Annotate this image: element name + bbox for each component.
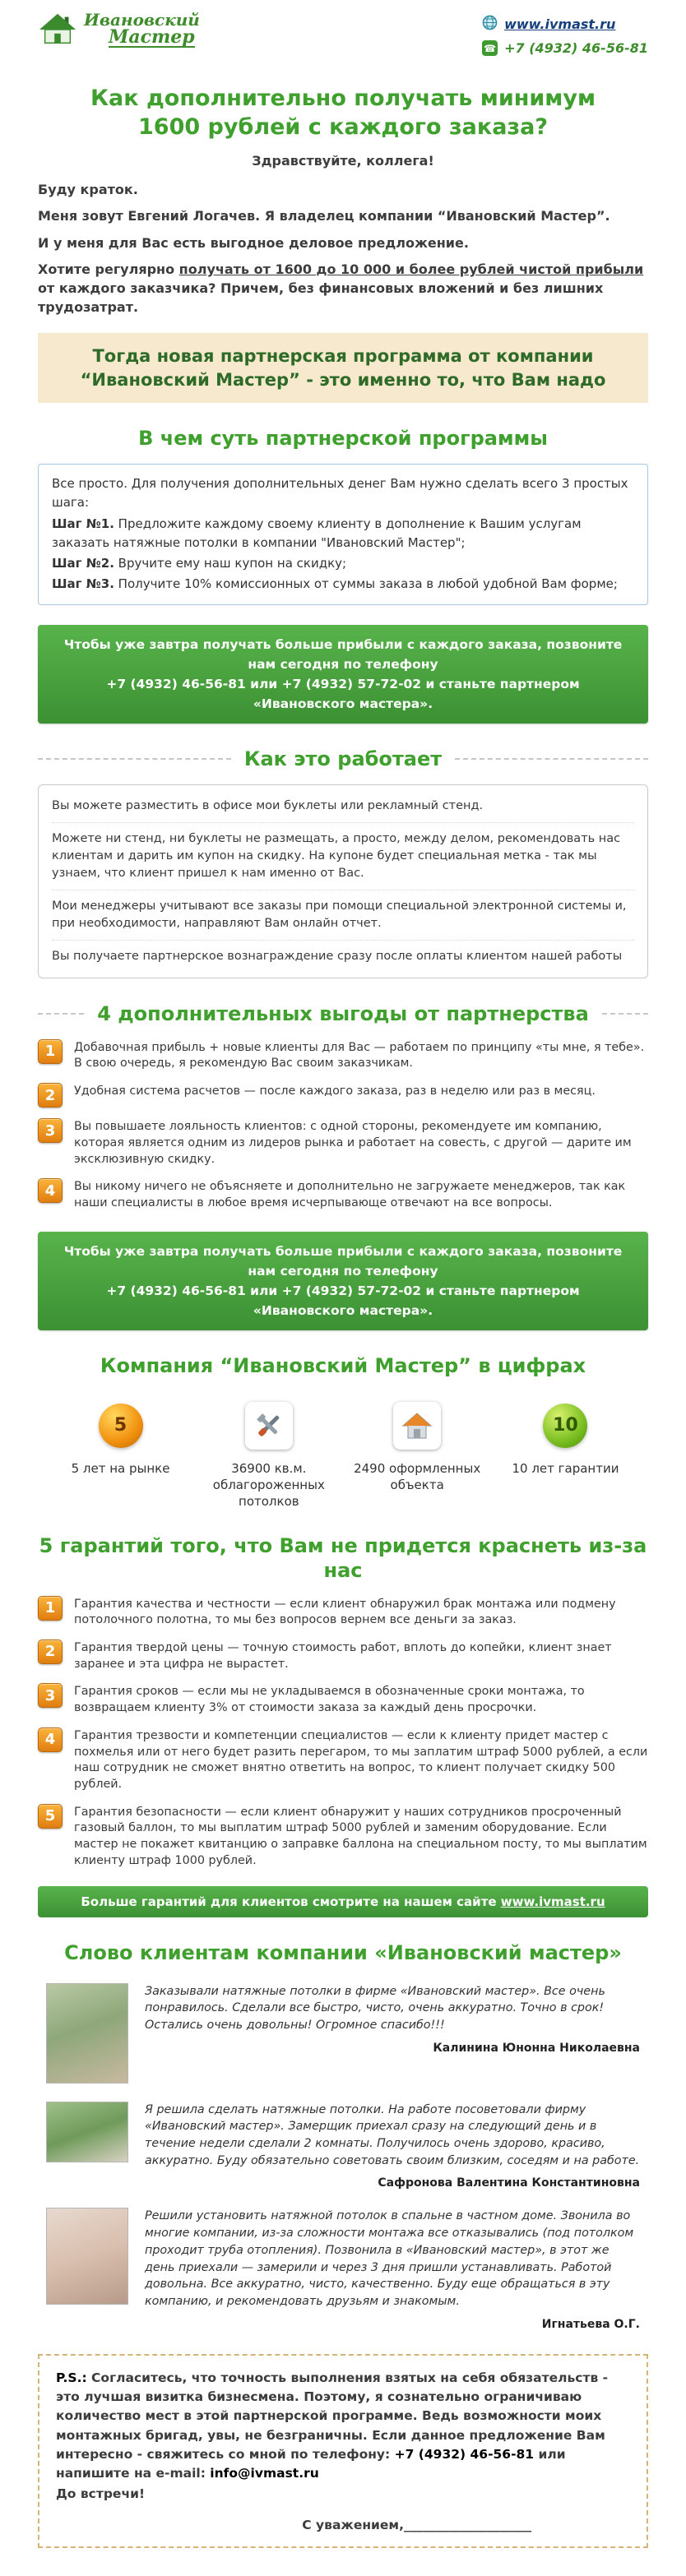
stat-warranty — [498, 1396, 633, 1510]
step-text: Получите 10% комиссионных от суммы заказа в любой удобной Вам форме; — [114, 576, 618, 592]
stat-caption: 2490 оформленных объекта — [354, 1460, 481, 1493]
guarantee-text: Гарантия трезвости и компетенции специалистов — если к клиенту придет мастер с похмелья или от него будет разить перегаром, то мы заплатим штраф 5000 рублей, а если наш сотрудник не сможет внятно ответить на вопрос, то клиент получает скидку 500 рублей. — [74, 1728, 648, 1791]
benefit-text: Вы никому ничего не объясняете и дополнительно не загружаете менеджеров, так как наши специалисты в любое время исчерпывающе отвечают на все вопросы. — [74, 1180, 626, 1209]
guarantee-text: Гарантия качества и честности — если клиент обнаружил брак монтажа или подмену потолочного полотна, то мы без вопросов вернем все деньги за заказ. — [74, 1597, 616, 1627]
how-it-works-paragraph-3: Мои менеджеры учитывают все заказы при помощи специальной электронной системы и, при необходимости, направляют Вам онлайн отчет. — [52, 890, 634, 941]
globe-icon — [482, 15, 498, 34]
steps-box — [38, 464, 648, 605]
number-badge: 3 — [38, 1118, 63, 1143]
step-label: Шаг №1. — [52, 516, 114, 531]
section-heading-numbers: Компания “Ивановский Мастер” в цифрах — [100, 1353, 586, 1377]
ps-box — [38, 2354, 648, 2548]
number-badge: 1 — [38, 1596, 63, 1621]
intro-paragraph-1: Буду краток. — [38, 182, 138, 198]
section-heading-benefits — [38, 1001, 648, 1026]
ps-text — [56, 2369, 630, 2484]
testimonial-author: Калинина Юнонна Николаевна — [433, 2041, 640, 2055]
guarantee-item-5 — [38, 1804, 648, 1870]
how-it-works-paragraph-4: Вы получаете партнерское вознаграждение сразу после оплаты клиентом нашей работы — [52, 949, 623, 963]
testimonial-photo — [46, 2102, 128, 2162]
guarantee-text: Гарантия твердой цены — точную стоимость работ, вплоть до копейки, клиент знает заранее и эта цифра не вырастет. — [74, 1640, 612, 1671]
greeting: Здравствуйте, коллега! — [252, 153, 434, 169]
intro-p4-post: от каждого заказчика? Причем, без финансовых вложений и без лишних трудозатрат. — [38, 280, 604, 316]
intro-block — [0, 180, 686, 317]
benefit-item-2 — [38, 1083, 648, 1108]
cta-line-2: +7 (4932) 46-56-81 или +7 (4932) 57-72-02 и станьте партнером «Ивановского мастера». — [106, 1283, 580, 1318]
testimonial-author: Игнатьева О.Г. — [541, 2317, 640, 2331]
stat-objects — [350, 1396, 485, 1510]
steps-intro: Все просто. Для получения дополнительных денег Вам нужно сделать всего 3 простых шага: — [52, 476, 628, 511]
number-badge: 4 — [38, 1178, 63, 1203]
ps-phone: +7 (4932) 46-56-81 — [394, 2446, 535, 2462]
stat-years-on-market — [53, 1396, 188, 1510]
cta-banner-1 — [38, 625, 648, 724]
site-banner-link[interactable]: www.ivmast.ru — [500, 1894, 605, 1909]
guarantee-text: Гарантия сроков — если мы не укладываемся в обозначенные сроки монтажа, то возвращаем клиенту 3% от стоимости заказа за каждый день просрочки. — [74, 1685, 585, 1715]
number-badge: 2 — [38, 1639, 63, 1664]
guarantee-item-1 — [38, 1596, 648, 1629]
section-heading-guarantees: 5 гарантий того, что Вам не придется краснеть из-за нас — [39, 1533, 647, 1582]
website-row — [482, 15, 648, 34]
testimonial-author: Сафронова Валентина Константиновна — [378, 2176, 640, 2190]
step-label: Шаг №3. — [52, 576, 114, 592]
intro-paragraph-4 — [38, 260, 648, 317]
how-it-works-paragraph-1: Вы можете разместить в офисе мои буклеты или рекламный стенд. — [52, 790, 634, 823]
tools-icon — [245, 1402, 293, 1450]
step-text: Вручите ему наш купон на скидку; — [114, 556, 347, 571]
intro-paragraph-2: Меня зовут Евгений Логачев. Я владелец компании “Ивановский Мастер”. — [38, 208, 610, 224]
step-label: Шаг №2. — [52, 556, 114, 571]
stat-caption: 10 лет гарантии — [512, 1460, 619, 1476]
logo-text — [84, 12, 200, 48]
benefit-item-3 — [38, 1118, 648, 1168]
stat-caption: 36900 кв.м. облагороженных потолков — [212, 1460, 325, 1510]
logo-line2: Мастер — [109, 26, 195, 48]
how-it-works-heading-text: Как это работает — [243, 747, 443, 770]
intro-p4-pre: Хотите регулярно — [38, 261, 179, 277]
benefit-text: Удобная система расчетов — после каждого заказа, раз в неделю или раз в месяц. — [74, 1085, 596, 1098]
ps-body: Согласитесь, что точность выполнения взятых на себя обязательств - это лучшая визитка бизнесмена. Поэтому, я сознательно ограничиваю количество мест в этой партнерской программе. Ведь возможности моих монтажных бригад, увы, не безграничны. Если данное предложение Вам интересно - свяжитесь со мной по телефону: — [56, 2370, 609, 2462]
ps-label: P.S.: — [56, 2370, 87, 2385]
benefit-text: Вы повышаете лояльность клиентов: с одной стороны, рекомендуете им компанию, которая является одним из лидеров рынка и работает на совесть, с другой — дарите им эксклюзивную скидку. — [74, 1120, 632, 1166]
header — [0, 0, 686, 62]
step-item-1 — [52, 515, 634, 553]
testimonial-photo — [46, 1983, 128, 2083]
guarantee-item-4 — [38, 1727, 648, 1793]
intro-paragraph-3: И у меня для Вас есть выгодное деловое предложение. — [38, 234, 469, 251]
guarantee-text: Гарантия безопасности — если клиент обнаружит у наших сотрудников просроченный газовый баллон, то мы выплатим штраф 5000 рублей и заменим оборудование. Если мастер не покажет квитанцию о заправке баллона на специальном посту, то мы выплатим клиенту штраф 1000 рублей. — [74, 1805, 647, 1867]
how-it-works-box — [38, 784, 648, 978]
testimonial-text: Решили установить натяжной потолок в спальне в частном доме. Звонила во многие компании, из-за сложности монтажа все отказывались (под потолком проходит труба отопления). Позвонила в «Ивановский мастер», в этот же день приехали — замерили и через 3 дня пришли устанавливать. Работой довольна. Все аккуратно, чисто, качественно. Буду еще обращаться в эту компанию, и рекомендовать друзьям и знакомым. — [145, 2209, 634, 2309]
testimonial-text: Заказывали натяжные потолки в фирме «Ивановский мастер». Все очень понравилось. Сделали все быстро, чисто, очень аккуратно. Точно в срок! Остались очень довольны! Огромное спасибо!!! — [145, 1984, 605, 2033]
website-link[interactable]: www.ivmast.ru — [504, 16, 616, 32]
testimonial-photo — [46, 2208, 128, 2305]
intro-p4-underlined: получать от 1600 до 10 000 и более рублей чистой прибыли — [178, 261, 644, 277]
testimonial-item-2 — [46, 2102, 640, 2190]
step-text: Предложите каждому своему клиенту в дополнение к Вашим услугам заказать натяжные потолки в компании "Ивановский Мастер"; — [52, 516, 582, 550]
stat-caption: 5 лет на рынке — [71, 1460, 170, 1476]
warranty-badge-icon: 10 — [543, 1404, 587, 1448]
ps-farewell: До встречи! — [56, 2486, 146, 2502]
section-heading-how-it-works — [38, 747, 648, 771]
header-contacts — [482, 12, 648, 62]
number-badge: 2 — [38, 1083, 63, 1108]
ps-mid: или напишите на e-mail: — [56, 2446, 566, 2481]
benefit-item-4 — [38, 1178, 648, 1211]
ps-email[interactable]: info@ivmast.ru — [210, 2466, 319, 2481]
guarantee-item-2 — [38, 1639, 648, 1672]
benefits-heading-text: 4 дополнительных выгоды от партнерства — [97, 1001, 589, 1025]
stat-square-meters — [201, 1396, 336, 1510]
step-item-2 — [52, 554, 634, 573]
cta-banner-2 — [38, 1232, 648, 1330]
testimonial-text: Я решила сделать натяжные потолки. На работе посоветовали фирму «Ивановский мастер». Замерщик приехал сразу на следующий день и в течение недели сделали 2 комнаты. Получилось очень здорово, красиво, аккуратно. Буду обязательно советовать своим близким, соседям и на работе. — [145, 2102, 640, 2167]
section-heading-essence: В чем суть партнерской программы — [138, 427, 548, 450]
number-badge: 3 — [38, 1683, 63, 1708]
company-logo — [38, 12, 200, 49]
how-it-works-paragraph-2: Можете ни стенд, ни буклеты не размещать, а просто, между делом, рекомендовать нас клиентам и дарить им купон на скидку. На купоне будет специальная метка - так мы узнаем, что клиент пришел к нам именно от Вас. — [52, 823, 634, 890]
site-banner — [38, 1886, 648, 1917]
phone-row — [482, 40, 648, 56]
guarantees-list — [38, 1596, 648, 1870]
house-stat-icon — [393, 1402, 441, 1450]
number-badge: 4 — [38, 1727, 63, 1752]
stats-row — [53, 1396, 633, 1510]
benefit-text: Добавочная прибыль + новые клиенты для Вас — работаем по принципу «ты мне, я тебе». В свою очередь, я рекомендую Вас своим заказчикам. — [74, 1040, 645, 1071]
cta-line-2: +7 (4932) 46-56-81 или +7 (4932) 57-72-02 и станьте партнером «Ивановского мастера». — [106, 676, 580, 711]
cta-line-1: Чтобы уже завтра получать больше прибыли с каждого заказа, позвоните нам сегодня по телефону — [63, 1243, 623, 1279]
phone-icon: ☎ — [482, 40, 498, 56]
testimonial-item-1 — [46, 1983, 640, 2083]
signature-line: С уважением,____________________ — [302, 2517, 531, 2532]
number-badge: 5 — [38, 1804, 63, 1829]
page-title: Как дополнительно получать минимум 1600 рублей с каждого заказа? — [90, 86, 596, 141]
benefits-list — [38, 1039, 648, 1212]
number-badge: 1 — [38, 1039, 63, 1064]
logo-line1: Ивановский — [84, 10, 200, 30]
years-badge-icon: 5 — [99, 1404, 143, 1448]
guarantee-item-3 — [38, 1683, 648, 1716]
house-logo-icon — [38, 12, 77, 49]
offer-banner: Тогда новая партнерская программа от компании “Ивановский Мастер” - это именно то, что Вам надо — [38, 333, 648, 403]
step-item-3 — [52, 575, 634, 594]
cta-line-1: Чтобы уже завтра получать больше прибыли с каждого заказа, позвоните нам сегодня по телефону — [63, 636, 623, 672]
testimonial-item-3 — [46, 2208, 640, 2330]
header-phone-number: +7 (4932) 46-56-81 — [504, 40, 648, 56]
section-heading-testimonials: Слово клиентам компании «Ивановский мастер» — [64, 1940, 622, 1964]
benefit-item-1 — [38, 1039, 648, 1072]
site-banner-text: Больше гарантий для клиентов смотрите на нашем сайте — [81, 1894, 501, 1909]
